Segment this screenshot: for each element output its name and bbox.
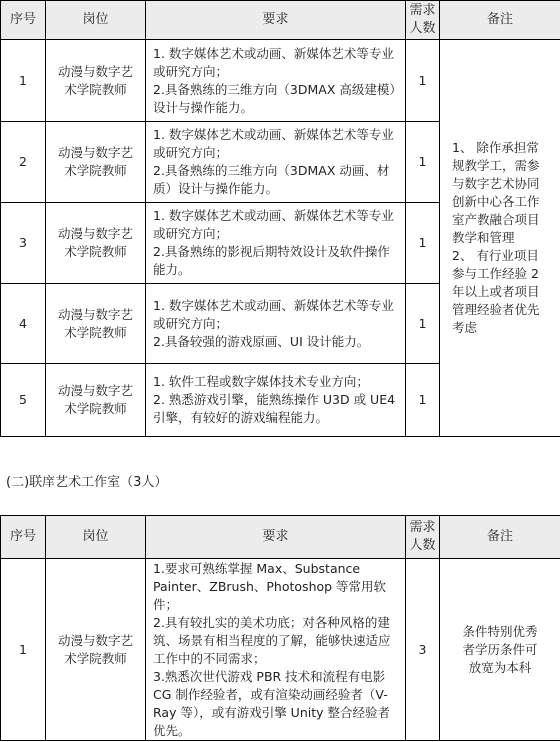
row-position: 动漫与数字艺术学院教师 xyxy=(46,40,146,122)
row-no: 5 xyxy=(1,364,46,437)
requirement-line: 2.具有较扎实的美术功底；对各种风格的建筑、场景有相当程度的了解，能够快速适应工作中的不同需求； xyxy=(153,614,391,666)
section-title: (二)联庠艺术工作室（3人） xyxy=(6,475,168,490)
row-count: 1 xyxy=(406,284,440,364)
requirement-line: 2. 熟悉游戏引擎，能熟练操作 U3D 或 UE4 引擎，有较好的游戏编程能力。 xyxy=(153,392,396,425)
header-notes: 备注 xyxy=(440,1,560,40)
requirement-line: 2.具备熟练的三维方向（3DMAX 高级建模）设计与操作能力。 xyxy=(153,81,396,115)
header-requirements: 要求 xyxy=(146,516,406,559)
row-count: 1 xyxy=(406,203,440,284)
notes-cell: 条件特别优秀者学历条件可放宽为本科 xyxy=(440,559,560,741)
row-requirements xyxy=(146,40,406,122)
row-count: 1 xyxy=(406,364,440,437)
row-no: 1 xyxy=(1,559,46,741)
row-count: 3 xyxy=(406,559,440,741)
notes-cell xyxy=(440,40,560,437)
row-no: 4 xyxy=(1,284,46,364)
row-count: 1 xyxy=(406,40,440,122)
requirement-line: 2.具备熟练的三维方向（3DMAX 动画、材质）设计与操作能力。 xyxy=(153,163,390,196)
requirement-line: 2.具备较强的游戏原画、UI 设计能力。 xyxy=(153,333,370,349)
row-position: 动漫与数字艺术学院教师 xyxy=(46,203,146,284)
header-count: 需求人数 xyxy=(406,516,440,559)
row-no: 3 xyxy=(1,203,46,284)
positions-table-2 xyxy=(0,515,560,741)
requirement-line: 1. 数字媒体艺术或动画、新媒体艺术等专业或研究方向； xyxy=(153,127,394,160)
row-count: 1 xyxy=(406,122,440,203)
row-no: 2 xyxy=(1,122,46,203)
header-no: 序号 xyxy=(1,516,46,559)
row-position: 动漫与数字艺术学院教师 xyxy=(46,284,146,364)
row-requirements xyxy=(146,122,406,203)
header-position: 岗位 xyxy=(46,516,146,559)
row-requirements xyxy=(146,284,406,364)
table-row xyxy=(1,40,560,122)
header-notes: 备注 xyxy=(440,516,560,559)
requirement-line: 3.熟悉次世代游戏 PBR 技术和流程有电影 CG 制作经验者，或有渲染动画经验者（V-Ray 等），或有游戏引擎 Unity 整合经验者优先。 xyxy=(153,668,390,738)
row-no: 1 xyxy=(1,40,46,122)
requirement-line: 1. 数字媒体艺术或动画、新媒体艺术等专业或研究方向； xyxy=(153,297,394,331)
requirement-line: 1.要求可熟练掌握 Max、Substance Painter、ZBrush、Photoshop 等常用软件； xyxy=(153,560,387,612)
row-position: 动漫与数字艺术学院教师 xyxy=(46,364,146,437)
header-requirements: 要求 xyxy=(146,1,406,40)
row-position: 动漫与数字艺术学院教师 xyxy=(46,559,146,741)
header-position: 岗位 xyxy=(46,1,146,40)
header-count: 需求人数 xyxy=(406,1,440,40)
requirement-line: 1. 数字媒体艺术或动画、新媒体艺术等专业或研究方向； xyxy=(153,45,394,79)
row-position: 动漫与数字艺术学院教师 xyxy=(46,122,146,203)
row-requirements xyxy=(146,203,406,284)
row-requirements xyxy=(146,364,406,437)
header-no: 序号 xyxy=(1,1,46,40)
requirement-line: 1. 数字媒体艺术或动画、新媒体艺术等专业或研究方向； xyxy=(153,208,394,241)
requirement-line: 1. 软件工程或数字媒体技术专业方向； xyxy=(153,374,369,389)
requirement-line: 2.具备熟练的影视后期特效设计及软件操作能力。 xyxy=(153,244,390,277)
table-row xyxy=(1,559,560,741)
row-requirements xyxy=(146,559,406,741)
note-line: 2、 有行业项目参与工作经验 2 年以上或者项目管理经验者优先考虑 xyxy=(452,248,540,335)
note-line: 1、 除作承担常规教学工，需参与数字艺术协同创新中心各工作室产教融合项目教学和管理 xyxy=(452,140,540,245)
